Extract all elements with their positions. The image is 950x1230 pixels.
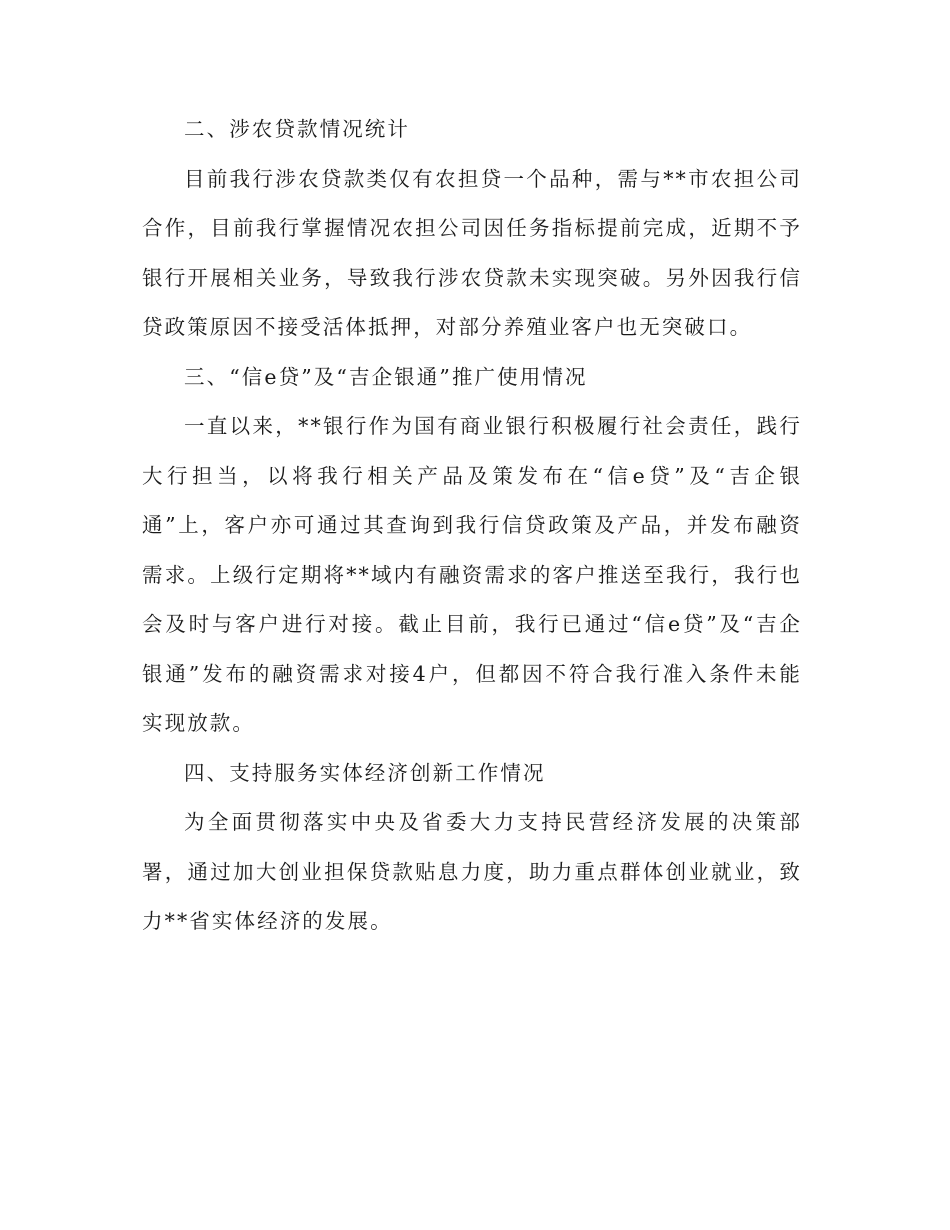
- section-heading-4: 四、支持服务实体经济创新工作情况: [184, 760, 546, 785]
- body-paragraph-innovation: 为全面贯彻落实中央及省委大力支持民营经济发展的决策部署，通过加大创业担保贷款贴息力度，助力重点群体创业就业，致力**省实体经济的发展。: [142, 810, 802, 933]
- section-heading-3: 三、“信e贷”及“吉企银通”推广使用情况: [184, 364, 588, 389]
- body-paragraph-promotion: 一直以来，**银行作为国有商业银行积极履行社会责任，践行大行担当，以将我行相关产品及策发布在“信e贷”及“吉企银通”上，客户亦可通过其查询到我行信贷政策及产品，并发布融资需求。上级行定期将**域内有融资需求的客户推送至我行，我行也会及时与客户进行对接。截止目前，我行已通过“信e贷”及“吉企银通”发布的融资需求对接4户，但都因不符合我行准入条件未能实现放款。: [142, 414, 802, 735]
- document-body: [142, 105, 802, 947]
- body-paragraph-agri-loans: 目前我行涉农贷款类仅有农担贷一个品种，需与**市农担公司合作，目前我行掌握情况农担公司因任务指标提前完成，近期不予银行开展相关业务，导致我行涉农贷款未实现突破。另外因我行信贷政策原因不接受活体抵押，对部分养殖业客户也无突破口。: [142, 166, 802, 339]
- section-heading-2: 二、涉农贷款情况统计: [184, 117, 410, 141]
